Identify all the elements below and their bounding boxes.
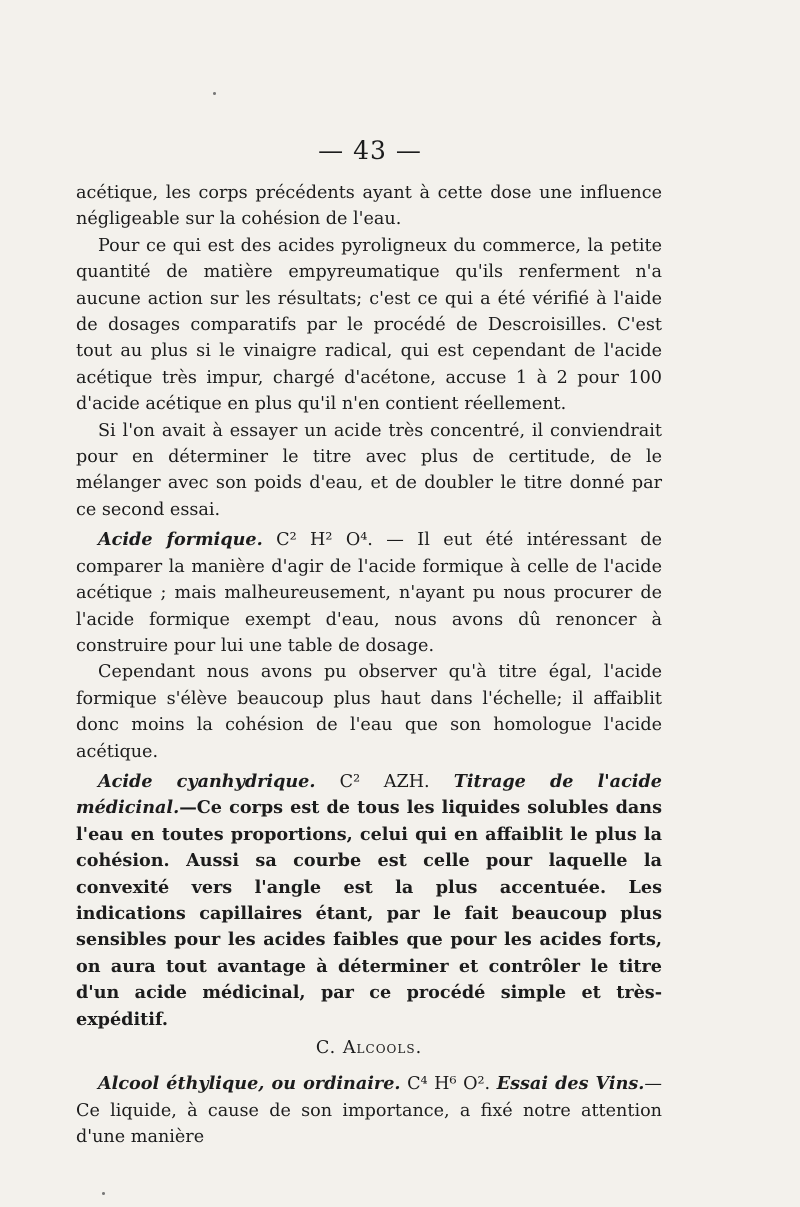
paragraph-alcool-ethylique — [76, 1071, 662, 1150]
section-heading-text: C. Alcools. — [315, 1038, 423, 1058]
paragraph-acide-formique — [76, 527, 662, 659]
run-in-heading: Acide cyanhydrique. — [98, 770, 316, 792]
paragraph-5 — [76, 659, 662, 765]
paragraph-2 — [76, 233, 662, 418]
paragraph-text: acétique, les corps précédents ayant à cette dose une influence négligeable sur la cohésion de l'eau. — [76, 183, 662, 230]
run-in-heading: Acide formique. — [98, 529, 263, 551]
paper-speck — [102, 1192, 105, 1195]
paragraph-text: — Il eut été intéressant de comparer la manière d'agir de l'acide formique à celle de l'acide acétique ; mais malheureusement, n'ayant pu nous procurer de l'acide formique exempt d'eau, nous avons dû renoncer à construire pour lui une table de dosage. — [76, 530, 662, 656]
run-in-heading: Alcool éthylique, ou ordinaire. — [98, 1073, 401, 1095]
paragraph-3 — [76, 418, 662, 524]
section-heading — [76, 1035, 662, 1061]
paragraph-text: Cependant nous avons pu observer qu'à titre égal, l'acide formique s'élève beaucoup plus haut dans l'échelle; il affaiblit donc moins la cohésion de l'eau que son homologue l'acide acétique. — [76, 662, 662, 762]
body-text — [76, 180, 662, 1151]
run-in-subheading: Titrage de l'acide médicinal. — [76, 770, 662, 819]
chemical-formula: C² AZH. — [339, 771, 430, 792]
chemical-formula: C² H² O⁴. — [276, 530, 373, 551]
paragraph-acide-cyanhydrique — [76, 769, 662, 1033]
paragraph-text: Si l'on avait à essayer un acide très concentré, il conviendrait pour en déterminer le titre avec plus de certitude, de le mélanger avec son poids d'eau, et de doubler le titre donné par ce second essai. — [76, 420, 662, 520]
paragraph-1 — [76, 180, 662, 233]
page-number: — 43 — — [318, 136, 422, 165]
paragraph-text: —Ce corps est de tous les liquides solubles dans l'eau en toutes proportions, celui qui en affaiblit le plus la cohésion. Aussi sa courbe est celle pour laquelle la convexité vers l'angle est la plus accentuée. Les indications capillaires étant, par le fait beaucoup plus sensibles pour les acides faibles que pour les acides forts, on aura tout avantage à déterminer et contrôler le titre d'un acide médicinal, par ce procédé simple et très-expéditif. — [76, 797, 662, 1030]
run-in-subheading: Essai des Vins. — [496, 1073, 645, 1095]
paper-speck — [213, 92, 216, 95]
paragraph-text: —Ce liquide, à cause de son importance, a fixé notre attention d'une manière — [76, 1074, 663, 1148]
chemical-formula: C⁴ H⁶ O². — [407, 1074, 491, 1095]
paragraph-text: Pour ce qui est des acides pyroligneux du commerce, la petite quantité de matière empyreumatique qu'ils renferment n'a aucune action sur les résultats; c'est ce qui a été vérifié à l'aide de dosages comparatifs par le procédé de Descroisilles. C'est tout au plus si le vinaigre radical, qui est cependant de l'acide acétique très impur, chargé d'acétone, accuse 1 à 2 pour 100 d'acide acétique en plus qu'il n'en contient réellement. — [76, 235, 662, 415]
